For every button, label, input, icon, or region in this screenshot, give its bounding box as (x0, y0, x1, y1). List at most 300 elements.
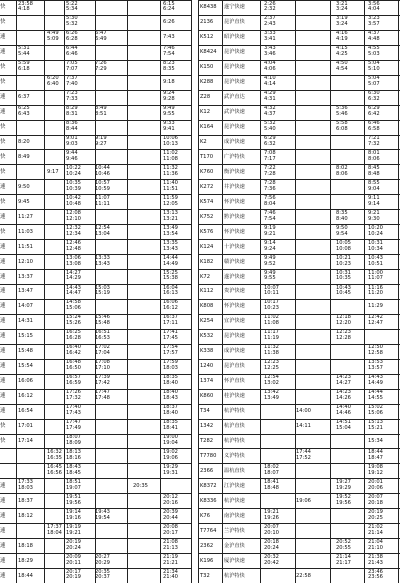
cell-train: K8438 (200, 4, 217, 11)
cell-t1: 12:10 (18, 258, 33, 265)
cell-t3: 14:23 14:26 (336, 389, 351, 402)
cell-t3: 14:58 15:06 (66, 299, 81, 312)
cell-t4 (95, 210, 125, 224)
cell-t2 (296, 464, 330, 478)
cell-t4 (95, 435, 125, 449)
cell-t1: 16:12 (18, 393, 33, 400)
cell-t5 (133, 255, 155, 269)
cell-t2 (296, 210, 330, 224)
cell-t6: 16:06 16:12 (163, 299, 178, 312)
table-row (198, 538, 400, 553)
cell-t4: 12:42 12:47 (368, 314, 383, 327)
cell-type: 速 (0, 34, 6, 41)
cell-t6: 11:02 11:08 (163, 150, 178, 162)
cell-type: 快 (0, 64, 6, 71)
cell-t1: 18:37 (18, 497, 33, 504)
cell-type (0, 464, 14, 478)
cell-t2 (296, 479, 330, 493)
cell-t2 (296, 1, 330, 15)
cell-t1: 16:06 (18, 378, 33, 385)
cell-type: 速 (0, 378, 6, 385)
cell-t6: 7:46 7:54 (163, 45, 175, 58)
cell-t3: 19:27 19:29 (336, 479, 351, 491)
table-row (0, 15, 192, 30)
cell-t4: 14:44 14:55 (368, 389, 383, 402)
cell-t2 (296, 554, 330, 568)
cell-t3: 4:15 4:25 (336, 45, 348, 58)
cell-train: K576 (200, 228, 214, 235)
cell-t4: 4:37 4:48 (368, 30, 380, 43)
cell-t3 (336, 360, 364, 374)
cell-kind: 厦沪快速 (224, 557, 245, 564)
table-row (0, 194, 192, 209)
cell-t4 (95, 270, 125, 284)
cell-t3: 4:16 4:19 (336, 30, 348, 43)
cell-t4: 7:26 7:29 (95, 60, 107, 73)
cell-train: T170 (200, 153, 214, 160)
table-row (198, 45, 400, 60)
cell-t4: 15:02 15:06 (368, 404, 383, 417)
cell-train: 1374 (200, 378, 214, 385)
cell-t4 (95, 150, 125, 164)
cell-train: 2362 (200, 542, 214, 549)
cell-t6: 7:43 (163, 34, 175, 41)
cell-t5 (133, 240, 155, 254)
cell-kind: 贵沪快速 (224, 288, 245, 295)
cell-t6: 13:49 13:54 (163, 225, 178, 237)
cell-t2 (296, 255, 330, 269)
cell-t3: 18:13 18:16 (66, 449, 81, 461)
cell-t1: 17:33 18:03 (18, 479, 33, 491)
cell-train: T34 (200, 408, 210, 415)
cell-t1: 9:49 9:52 (264, 255, 276, 267)
cell-t3: 19:19 19:21 (66, 524, 81, 536)
cell-kind: 成沪快速 (224, 139, 245, 145)
cell-t1 (18, 16, 44, 30)
cell-t3: 14:43 14:47 (66, 285, 81, 297)
cell-t3: 8:02 8:06 (336, 165, 348, 177)
cell-kind: 杭沪特快 (224, 408, 245, 415)
cell-t5 (133, 61, 155, 75)
cell-t1 (264, 420, 294, 434)
cell-type: 速 (0, 94, 6, 101)
cell-t4: 8:01 8:06 (368, 150, 380, 162)
table-row (198, 105, 400, 120)
cell-t1 (18, 76, 44, 90)
cell-type: 速 (0, 273, 6, 280)
table-row (198, 269, 400, 284)
table-row (198, 404, 400, 419)
table-row (0, 419, 192, 434)
table-row (198, 179, 400, 194)
cell-t3: 3:19 3:24 (336, 15, 348, 28)
cell-type: 快 (0, 19, 6, 26)
cell-t1 (264, 449, 294, 463)
cell-t4: 6:29 6:42 (368, 105, 380, 118)
cell-t3: 16:57 16:59 (66, 374, 81, 387)
table-row (198, 553, 400, 568)
cell-t1: 4:29 4:31 (264, 90, 276, 103)
cell-train: T7764 (200, 527, 217, 534)
cell-t1: 17:01 (18, 423, 33, 430)
cell-t1 (18, 165, 44, 179)
table-row (0, 568, 192, 583)
cell-t2 (296, 61, 330, 75)
table-row (0, 314, 192, 329)
cell-type: 速 (0, 482, 6, 489)
cell-t1: 18:18 (18, 542, 33, 549)
cell-t5 (133, 390, 155, 404)
cell-t3 (336, 464, 364, 478)
cell-t3 (336, 569, 364, 583)
cell-t1: 14:31 (18, 318, 33, 325)
cell-train: K112 (200, 288, 214, 295)
cell-t4: 20:01 20:06 (368, 479, 383, 491)
cell-t6: 18:37 18:40 (163, 404, 178, 417)
table-row (0, 463, 192, 478)
cell-t4: 10:57 10:59 (95, 180, 110, 192)
table-row (198, 60, 400, 75)
cell-t4: 21:02 21:14 (368, 524, 383, 536)
table-row (198, 329, 400, 344)
table-row (0, 164, 192, 179)
cell-kind: 杭沪特快 (224, 437, 245, 444)
table-row (0, 269, 192, 284)
cell-kind: 赣沪快速 (224, 258, 245, 265)
cell-t1 (18, 464, 44, 478)
cell-t3: 16:48 16:50 (66, 359, 81, 372)
cell-t2 (296, 31, 330, 45)
cell-t3: 9:50 9:54 (336, 225, 348, 237)
cell-kind: 武沪快速 (224, 109, 245, 116)
cell-t1: 7:56 8:04 (264, 195, 276, 207)
table-row (198, 478, 400, 493)
table-row (198, 523, 400, 538)
cell-type: 速 (0, 333, 6, 340)
cell-kind: 杭沪快速 (224, 497, 245, 504)
cell-type: 速 (0, 408, 6, 415)
cell-t1 (264, 569, 294, 583)
cell-t5 (133, 300, 155, 314)
cell-t2: 6:20 6:40 (47, 75, 59, 88)
cell-t4: 19:08 19:12 (368, 464, 383, 476)
cell-t4 (95, 524, 125, 538)
cell-t1: 11:02 11:08 (264, 314, 279, 327)
cell-train: 1240 (200, 363, 214, 370)
cell-train: K8372 (200, 482, 217, 489)
cell-t3: 12:23 12:28 (336, 329, 351, 342)
cell-train: Z28 (200, 94, 211, 101)
cell-t4: 17:47 17:48 (95, 389, 110, 402)
cell-t4: 3:56 4:04 (368, 1, 380, 13)
cell-kind: 昆沪直快 (224, 363, 245, 370)
cell-t2: 19:06 (296, 497, 311, 504)
cell-t3: 18:43 18:45 (66, 464, 81, 476)
cell-t1: 8:20 (18, 139, 30, 145)
cell-t1: 11:03 (18, 228, 33, 235)
cell-t6: 11:32 11:36 (163, 165, 178, 177)
cell-t4: 20:27 20:29 (95, 554, 110, 566)
cell-t6: 19:02 19:06 (163, 449, 178, 461)
cell-train: K860 (200, 393, 214, 400)
cell-t5 (133, 539, 155, 553)
cell-t3: 19:52 19:56 (336, 494, 351, 506)
cell-t6: 10:06 10:13 (163, 135, 178, 147)
cell-kind: 温杭直快 (224, 467, 245, 474)
cell-t2 (296, 285, 330, 299)
table-row (0, 404, 192, 419)
cell-t1: 18:44 (18, 572, 33, 579)
cell-type: 速 (0, 527, 6, 534)
cell-t4: 16:51 16:53 (95, 329, 110, 342)
cell-t4 (95, 76, 125, 90)
cell-train: 2366 (200, 467, 214, 474)
cell-t2 (296, 345, 330, 359)
cell-t4 (95, 494, 125, 508)
cell-t3: 16:40 16:42 (66, 344, 81, 357)
cell-t1: 11:17 11:19 (264, 329, 279, 342)
cell-t2 (296, 76, 330, 90)
table-row (0, 149, 192, 164)
cell-t5 (133, 524, 155, 538)
cell-t5 (133, 405, 155, 419)
cell-t1 (18, 121, 44, 135)
cell-t4 (95, 449, 125, 463)
table-row (198, 75, 400, 90)
cell-t5 (133, 165, 155, 179)
cell-train: K2 (200, 139, 207, 145)
cell-t3 (336, 76, 364, 90)
cell-t1: 5:32 5:40 (264, 120, 276, 132)
cell-t1: 12:23 12:25 (264, 359, 279, 372)
table-row (198, 164, 400, 179)
cell-t1: 19:21 19:26 (264, 509, 279, 521)
cell-t3 (336, 345, 364, 359)
cell-type: 速 (0, 497, 6, 504)
cell-t1: 7:28 7:36 (264, 180, 276, 192)
cell-t1: 2:26 2:32 (264, 1, 276, 13)
cell-type: 快 (0, 228, 6, 235)
table-row (0, 75, 192, 90)
cell-t6: 17:54 17:57 (163, 344, 178, 357)
cell-t5 (133, 360, 155, 374)
cell-t3: 5:30 5:32 (66, 15, 78, 28)
cell-t4: 17:08 17:10 (95, 359, 110, 372)
table-row (198, 120, 400, 135)
table-row (198, 463, 400, 478)
cell-kind: 桂沪快速 (224, 393, 245, 400)
cell-type: 速 (0, 363, 6, 370)
cell-t6: 14:44 14:49 (163, 255, 178, 267)
cell-t1: 9:49 9:55 (264, 270, 276, 282)
cell-t5 (133, 420, 155, 434)
cell-t6: 15:25 15:38 (163, 270, 178, 282)
table-row (198, 568, 400, 583)
cell-kind: 武沪直达 (224, 94, 245, 101)
cell-t1: 9:14 9:24 (264, 240, 276, 252)
table-row (198, 389, 400, 404)
cell-train: K124 (200, 243, 214, 250)
cell-train: K532 (200, 333, 214, 340)
cell-t1: 3:43 3:46 (264, 45, 276, 58)
cell-kind: 兰沪特快 (224, 527, 245, 534)
cell-t5 (133, 210, 155, 224)
cell-t3: 10:43 10:45 (336, 285, 351, 297)
cell-t4: 12:50 12:58 (368, 344, 383, 357)
table-row (198, 224, 400, 239)
cell-t2 (296, 509, 330, 523)
cell-t2 (296, 390, 330, 404)
table-row (0, 90, 192, 105)
cell-t5 (133, 554, 155, 568)
cell-train: T282 (200, 437, 214, 444)
cell-t4: 4:55 5:03 (368, 45, 380, 58)
cell-t3: 7:23 7:33 (66, 90, 78, 103)
cell-t2 (296, 539, 330, 553)
cell-t3: 9:44 9:46 (66, 150, 78, 162)
cell-kind: 南沪快速 (224, 512, 245, 519)
table-row (0, 224, 192, 239)
cell-train: K8336 (200, 497, 217, 504)
table-row (198, 0, 400, 15)
table-row (198, 239, 400, 254)
cell-t4 (95, 464, 125, 478)
cell-t1: 16:54 (18, 408, 33, 415)
cell-t3 (336, 136, 364, 150)
cell-type: 快 (0, 153, 6, 160)
cell-t1: 9:50 (18, 183, 30, 190)
cell-kind: 昭沪快速 (224, 34, 245, 41)
table-row (0, 523, 192, 538)
cell-t4: 11:29 (368, 303, 383, 310)
cell-train: K12 (200, 109, 211, 116)
cell-kind: 昆沪快速 (224, 124, 245, 131)
cell-t4: 9:11 9:14 (368, 195, 380, 207)
cell-type: 快 (0, 168, 6, 175)
cell-t3 (336, 524, 364, 538)
cell-t1 (18, 449, 44, 463)
cell-type: 速 (0, 258, 6, 265)
cell-type: 速 (0, 109, 6, 116)
cell-t1: 3:33 3:41 (264, 30, 276, 43)
table-row (198, 299, 400, 314)
cell-t4 (95, 479, 125, 493)
cell-t1: 13:37 (18, 273, 33, 280)
cell-train: K150 (200, 64, 214, 71)
cell-t6: 9:33 9:41 (163, 120, 175, 132)
cell-t1: 7:22 7:28 (264, 165, 276, 177)
cell-t4: 13:33 13:43 (95, 255, 110, 267)
cell-t3: 12:46 12:48 (66, 240, 81, 252)
cell-t2 (296, 106, 330, 120)
table-row (198, 254, 400, 269)
cell-t2 (296, 360, 330, 374)
table-row (0, 120, 192, 135)
cell-t4: 7:21 7:32 (368, 135, 380, 147)
cell-t1: 15:15 (18, 333, 33, 340)
cell-t1: 4:10 4:14 (264, 75, 276, 88)
cell-t2: 14:11 (296, 423, 311, 430)
table-row (198, 508, 400, 523)
cell-train: K760 (200, 168, 214, 175)
cell-kind: 黔沪快速 (224, 213, 245, 220)
cell-kind: 昆沪快速 (224, 49, 245, 56)
cell-t5 (133, 270, 155, 284)
table-row (0, 329, 192, 344)
cell-type: 速 (0, 288, 6, 295)
cell-t1 (18, 31, 44, 45)
cell-t4: 23:46 23:56 (368, 569, 383, 581)
cell-t6: 9:18 (163, 79, 175, 86)
cell-kind: 昆沪直快 (224, 19, 245, 26)
cell-t4: 9:21 9:30 (368, 210, 380, 222)
cell-t3: 17:26 17:32 (66, 389, 81, 402)
table-row (198, 493, 400, 508)
cell-t1: 5:31 5:44 (18, 45, 30, 58)
table-row (0, 299, 192, 314)
table-row (0, 105, 192, 120)
table-row (0, 344, 192, 359)
cell-t4: 15:46 15:48 (95, 314, 110, 327)
cell-t3: 12:08 12:10 (66, 210, 81, 222)
cell-t4: 11:16 11:20 (368, 285, 383, 297)
cell-kind: 遂沪快速 (224, 273, 245, 280)
cell-t6: 9:24 9:28 (163, 90, 175, 103)
cell-t4: 17:39 17:42 (95, 374, 110, 387)
cell-t4: 11:00 11:07 (368, 270, 383, 282)
cell-t1: 4:32 4:37 (264, 105, 276, 118)
cell-t2 (296, 195, 330, 209)
cell-t5 (133, 345, 155, 359)
cell-t2 (296, 524, 330, 538)
cell-t6: 18:40 18:43 (163, 389, 178, 402)
cell-t4: 10:44 10:46 (95, 165, 110, 177)
cell-t4 (95, 16, 125, 30)
cell-t2: 16:32 16:35 (47, 449, 62, 461)
cell-t6: 11:59 12:05 (163, 195, 178, 207)
cell-t6: 21:34 21:40 (163, 569, 178, 581)
cell-train: K574 (200, 198, 214, 205)
cell-t4: 14:43 14:49 (368, 374, 383, 387)
cell-t3: 19:51 19:56 (66, 494, 81, 506)
cell-t4: 6:47 6:49 (95, 30, 107, 43)
cell-t2 (296, 150, 330, 164)
cell-t5 (133, 76, 155, 90)
cell-t6: 21:19 21:21 (163, 554, 178, 566)
cell-t5 (133, 121, 155, 135)
cell-t1: 20:18 20:24 (264, 539, 279, 551)
cell-t4: 20:07 20:18 (368, 494, 383, 506)
cell-train: 1342 (200, 423, 214, 430)
table-row (0, 45, 192, 60)
cell-t5 (133, 375, 155, 389)
cell-t6: 16:04 16:13 (163, 285, 178, 297)
cell-t3: 7:37 7:40 (66, 75, 78, 88)
cell-t6: 13:13 13:21 (163, 210, 178, 222)
cell-t4: 15:34 (368, 437, 383, 444)
cell-t6: 20:39 20:44 (163, 509, 178, 521)
cell-t3: 10:05 10:08 (336, 240, 351, 252)
cell-t1: 10:07 10:11 (264, 285, 279, 297)
cell-train: T32 (200, 572, 210, 579)
table-row (0, 434, 192, 449)
cell-t4: 13:53 13:57 (368, 359, 383, 372)
cell-t1: 14:07 (18, 303, 33, 310)
cell-type: 快 (0, 79, 6, 86)
cell-t6: 17:41 17:45 (163, 329, 178, 342)
cell-t2: 17:44 17:52 (296, 449, 311, 461)
cell-t6: 18:35 18:41 (163, 419, 178, 431)
